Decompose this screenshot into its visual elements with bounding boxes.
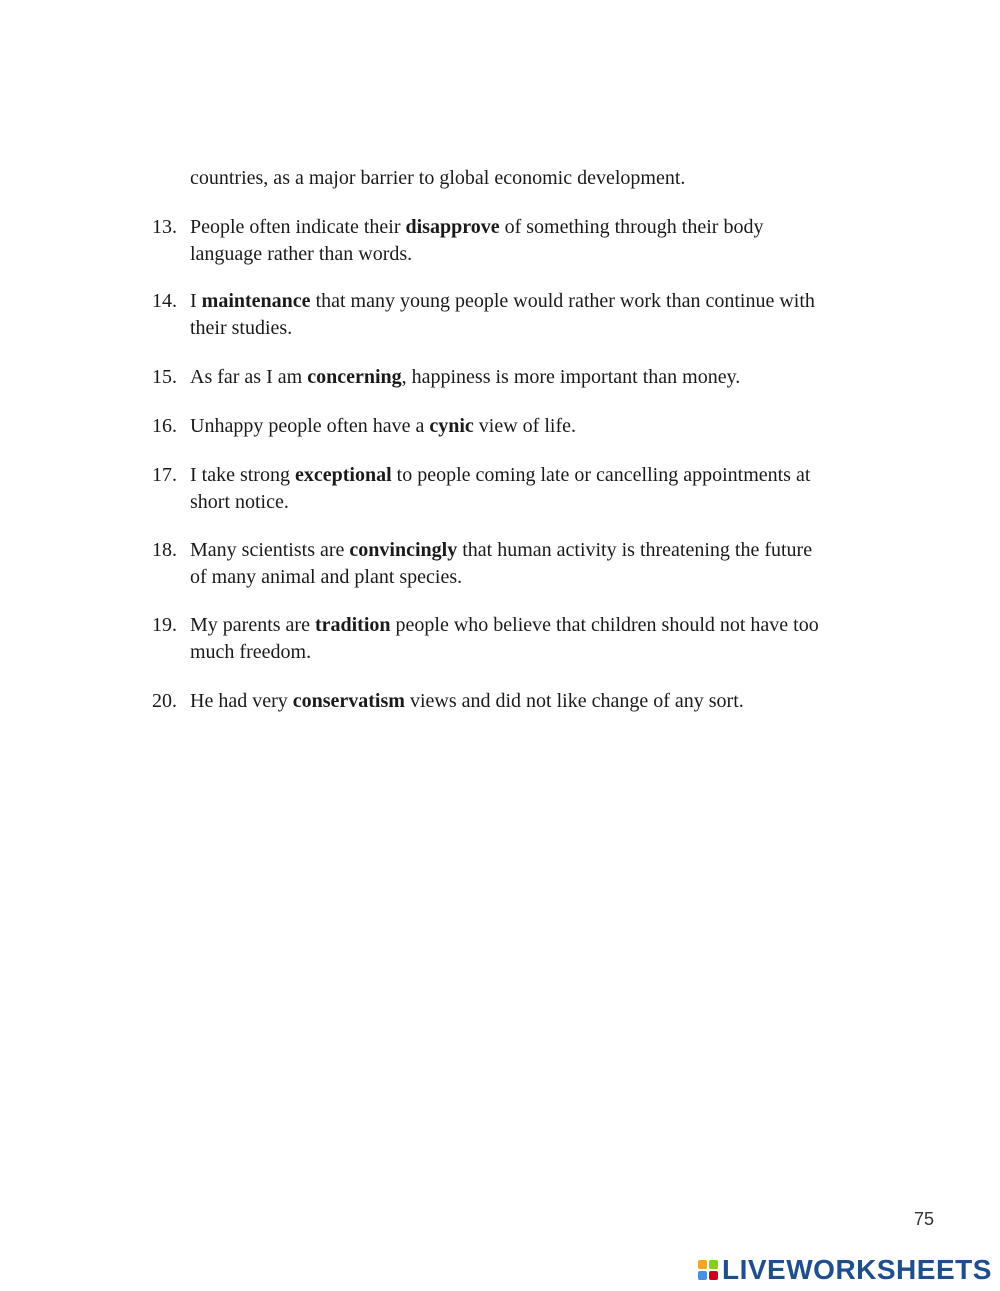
target-word: disapprove xyxy=(405,216,500,238)
logo-block xyxy=(709,1271,718,1280)
item-text: As far as I am concerning, happiness is more important than money. xyxy=(190,366,741,388)
logo-block xyxy=(698,1260,707,1269)
item-text: I maintenance that many young people would rather work than continue with their studies. xyxy=(190,290,815,339)
target-word: concerning xyxy=(307,366,402,388)
logo-text: LIVEWORKSHEETS xyxy=(722,1254,992,1285)
intro-line: countries, as a major barrier to global economic development. xyxy=(190,167,686,189)
logo-blocks-icon xyxy=(698,1260,718,1280)
item-number: 19. xyxy=(152,614,177,636)
item-number: 20. xyxy=(152,690,177,712)
target-word: tradition xyxy=(314,614,391,636)
target-word: cynic xyxy=(429,415,474,437)
page-number: 75 xyxy=(914,1209,935,1229)
item-text: I take strong exceptional to people coming late or cancelling appointments at short notice. xyxy=(190,464,811,513)
item-text: Many scientists are convincingly that human activity is threatening the future of many animal and plant species. xyxy=(190,539,813,588)
target-word: maintenance xyxy=(201,290,311,312)
liveworksheets-logo[interactable] xyxy=(698,1252,992,1288)
target-word: conservatism xyxy=(292,690,405,712)
item-text: My parents are tradition people who believe that children should not have too much freedom. xyxy=(190,614,819,663)
item-number: 16. xyxy=(152,415,177,437)
item-number: 13. xyxy=(152,216,177,238)
item-number: 18. xyxy=(152,539,177,561)
item-number: 15. xyxy=(152,366,177,388)
item-text: He had very conservatism views and did not like change of any sort. xyxy=(190,690,744,712)
logo-block xyxy=(698,1271,707,1280)
item-text: Unhappy people often have a cynic view of life. xyxy=(190,415,576,437)
target-word: exceptional xyxy=(294,464,392,486)
item-text: People often indicate their disapprove of something through their body language rather than words. xyxy=(190,216,764,265)
item-number: 14. xyxy=(152,290,177,312)
target-word: convincingly xyxy=(349,539,458,561)
item-number: 17. xyxy=(152,464,177,486)
logo-block xyxy=(709,1260,718,1269)
